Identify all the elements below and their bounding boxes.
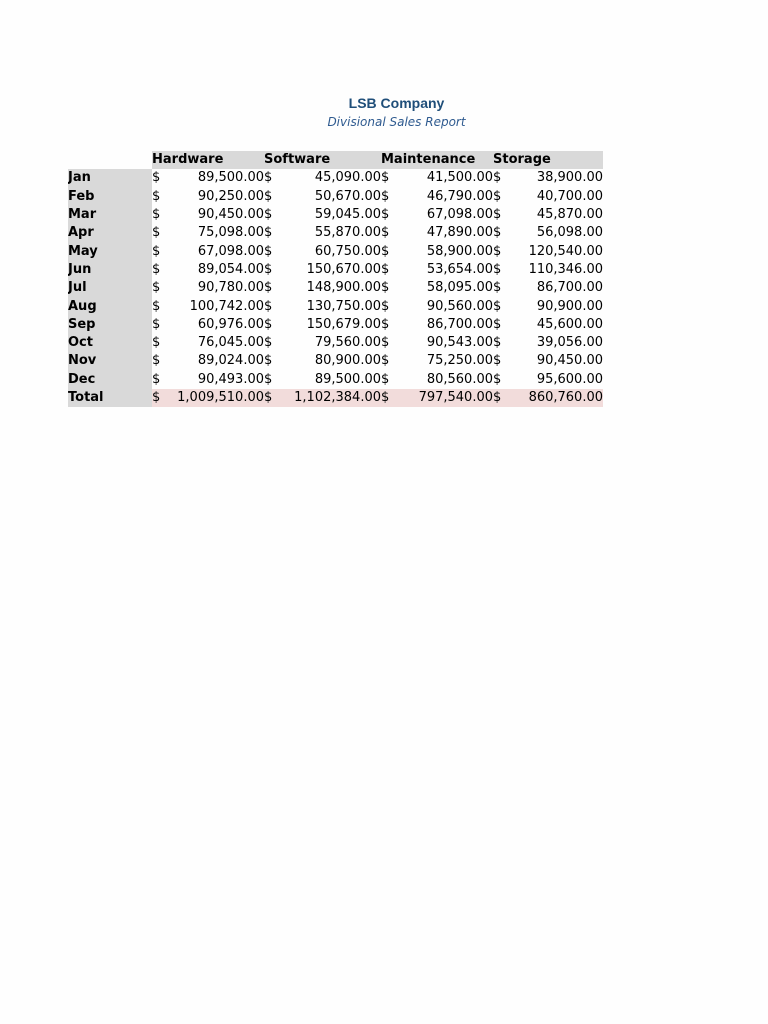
storage-amount: 45,870.00 [536,207,603,223]
currency-symbol: $ [264,243,273,259]
currency-symbol: $ [381,207,390,223]
currency-symbol: $ [493,280,502,296]
hardware-amount: 90,780.00 [197,280,264,296]
currency-symbol: $ [152,225,161,241]
currency-symbol: $ [264,353,273,369]
currency-symbol: $ [152,170,161,186]
maintenance-amount: 75,250.00 [426,353,493,369]
maintenance-amount: 53,654.00 [426,261,493,277]
maintenance-amount: 46,790.00 [426,188,493,204]
currency-symbol: $ [381,280,390,296]
hardware-amount: 90,493.00 [197,371,264,387]
currency-symbol: $ [264,188,273,204]
software-amount: 79,560.00 [314,335,381,351]
storage-amount: 56,098.00 [536,225,603,241]
report-subtitle: Divisional Sales Report [327,115,466,129]
currency-symbol: $ [381,170,390,186]
currency-symbol: $ [493,335,502,351]
software-amount: 89,500.00 [314,371,381,387]
maintenance-amount: 58,900.00 [426,243,493,259]
hardware-amount: 60,976.00 [197,316,264,332]
table-row [68,224,603,242]
currency-symbol: $ [493,389,511,407]
currency-symbol: $ [152,261,161,277]
hardware-amount: 89,054.00 [197,261,264,277]
currency-symbol: $ [493,298,502,314]
report-title: LSB Company [348,95,445,111]
month-label: May [68,242,152,260]
month-label: Nov [68,352,152,370]
month-label: Jun [68,261,152,279]
currency-symbol: $ [152,353,161,369]
currency-symbol: $ [493,316,502,332]
storage-amount: 38,900.00 [536,170,603,186]
currency-symbol: $ [264,225,273,241]
maintenance-amount: 86,700.00 [426,316,493,332]
software-amount: 150,679.00 [306,316,381,332]
maintenance-amount: 58,095.00 [426,280,493,296]
currency-symbol: $ [264,298,273,314]
maintenance-amount: 797,540.00 [399,389,493,407]
header-storage: Storage [493,151,603,169]
maintenance-amount: 47,890.00 [426,225,493,241]
storage-amount: 90,900.00 [536,298,603,314]
currency-symbol: $ [381,261,390,277]
hardware-amount: 90,450.00 [197,207,264,223]
hardware-amount: 67,098.00 [197,243,264,259]
currency-symbol: $ [152,280,161,296]
maintenance-amount: 90,560.00 [426,298,493,314]
table-row [68,352,603,370]
sales-table [68,151,603,407]
software-amount: 50,670.00 [314,188,381,204]
table-row [68,242,603,260]
currency-symbol: $ [381,298,390,314]
storage-amount: 86,700.00 [536,280,603,296]
currency-symbol: $ [381,188,390,204]
hardware-amount: 76,045.00 [197,335,264,351]
currency-symbol: $ [152,371,161,387]
currency-symbol: $ [381,335,390,351]
table-row [68,316,603,334]
currency-symbol: $ [381,371,390,387]
currency-symbol: $ [493,261,502,277]
header-maintenance: Maintenance [381,151,493,169]
header-hardware: Hardware [152,151,264,169]
table-row [68,188,603,206]
total-row [68,389,603,407]
table-row [68,206,603,224]
maintenance-amount: 80,560.00 [426,371,493,387]
table-row [68,334,603,352]
month-label: Mar [68,206,152,224]
currency-symbol: $ [264,207,273,223]
software-amount: 45,090.00 [314,170,381,186]
storage-amount: 40,700.00 [536,188,603,204]
currency-symbol: $ [493,371,502,387]
currency-symbol: $ [493,225,502,241]
month-label: Dec [68,371,152,389]
software-amount: 150,670.00 [306,261,381,277]
month-label: Feb [68,188,152,206]
storage-amount: 90,450.00 [536,353,603,369]
currency-symbol: $ [381,225,390,241]
storage-amount: 39,056.00 [536,335,603,351]
storage-amount: 95,600.00 [536,371,603,387]
table-row [68,371,603,389]
header-software: Software [264,151,381,169]
currency-symbol: $ [381,389,399,407]
hardware-amount: 100,742.00 [189,298,264,314]
software-amount: 1,102,384.00 [282,389,381,407]
table-row [68,297,603,315]
table-row [68,169,603,187]
month-label: Oct [68,334,152,352]
hardware-amount: 90,250.00 [197,188,264,204]
currency-symbol: $ [381,316,390,332]
currency-symbol: $ [264,261,273,277]
currency-symbol: $ [493,353,502,369]
currency-symbol: $ [493,243,502,259]
maintenance-amount: 67,098.00 [426,207,493,223]
month-label: Sep [68,316,152,334]
software-amount: 55,870.00 [314,225,381,241]
month-label: Jul [68,279,152,297]
hardware-amount: 1,009,510.00 [170,389,264,407]
currency-symbol: $ [152,243,161,259]
table-body [68,169,603,407]
currency-symbol: $ [264,335,273,351]
currency-symbol: $ [493,207,502,223]
hardware-amount: 89,024.00 [197,353,264,369]
month-label: Apr [68,224,152,242]
currency-symbol: $ [264,170,273,186]
currency-symbol: $ [264,280,273,296]
hardware-amount: 75,098.00 [197,225,264,241]
currency-symbol: $ [381,353,390,369]
currency-symbol: $ [152,188,161,204]
storage-amount: 860,760.00 [511,389,603,407]
month-label: Jan [68,169,152,187]
storage-amount: 120,540.00 [528,243,603,259]
software-amount: 148,900.00 [306,280,381,296]
currency-symbol: $ [152,207,161,223]
currency-symbol: $ [493,170,502,186]
currency-symbol: $ [264,389,282,407]
maintenance-amount: 41,500.00 [426,170,493,186]
software-amount: 60,750.00 [314,243,381,259]
maintenance-amount: 90,543.00 [426,335,493,351]
header-row [68,151,603,169]
software-amount: 80,900.00 [314,353,381,369]
currency-symbol: $ [264,371,273,387]
currency-symbol: $ [493,188,502,204]
currency-symbol: $ [381,243,390,259]
total-label: Total [68,389,152,407]
software-amount: 130,750.00 [306,298,381,314]
table-row [68,261,603,279]
software-amount: 59,045.00 [314,207,381,223]
currency-symbol: $ [264,316,273,332]
storage-amount: 45,600.00 [536,316,603,332]
table-row [68,279,603,297]
storage-amount: 110,346.00 [528,261,603,277]
currency-symbol: $ [152,298,161,314]
header-corner [68,151,152,169]
month-label: Aug [68,297,152,315]
currency-symbol: $ [152,316,161,332]
currency-symbol: $ [152,389,170,407]
currency-symbol: $ [152,335,161,351]
hardware-amount: 89,500.00 [197,170,264,186]
